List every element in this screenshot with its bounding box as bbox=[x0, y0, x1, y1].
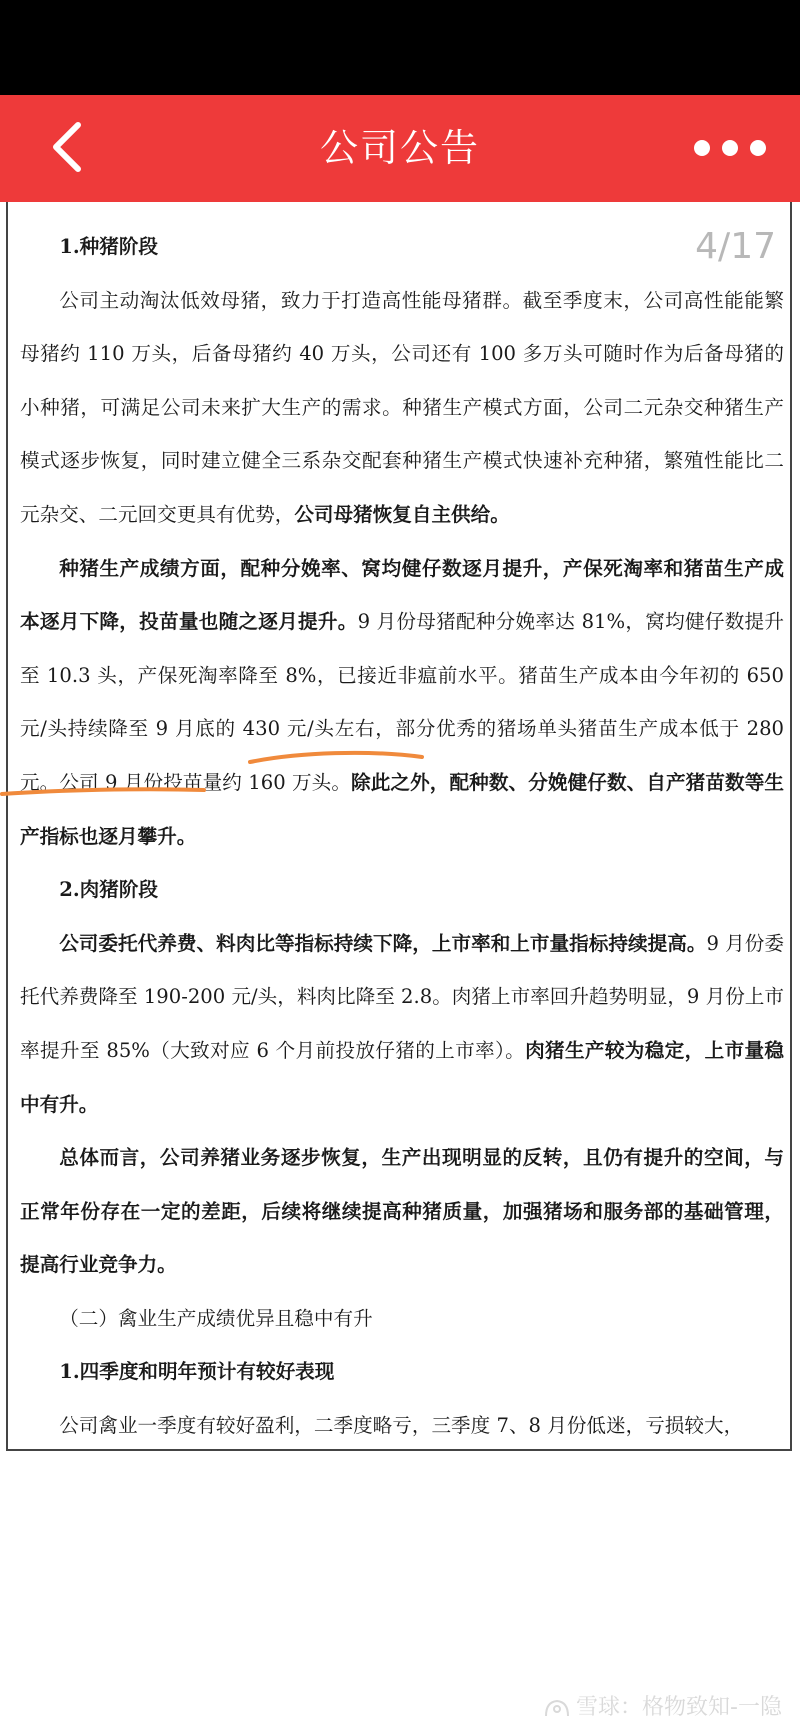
paragraph-text: 9 月份母猪配种分娩率达 81%，窝均健仔数提升至 10.3 头，产保死淘率降至 8%，已接近非瘟前水平。猪苗生产成本由今年初的 650 元/头持续降至 9 月底的 430 元/头左右，部分优秀的猪场单头猪苗生产成本低于 280 元。公司 9 月份投苗量约 160 万头。 bbox=[20, 610, 785, 794]
paragraph-bold-text: 种猪生产成绩方面，配种分娩率、窝均健仔数逐月提升，产保死淘率和猪苗生产成本逐月下降，投苗量也随之逐月提升。 bbox=[20, 556, 784, 634]
document-body bbox=[20, 220, 784, 1453]
watermark bbox=[542, 1690, 782, 1721]
paragraph-bold-text: 总体而言，公司养猪业务逐步恢复，生产出现明显的反转，且仍有提升的空间，与正常年份存在一定的差距，后续将继续提高种猪质量，加强猪场和服务部的基础管理，提高行业竞争力。 bbox=[20, 1146, 784, 1277]
paragraph-fattening bbox=[20, 917, 784, 1131]
page-counter: 4/17 bbox=[695, 226, 776, 267]
watermark-text: 雪球：格物致知-一隐 bbox=[576, 1695, 782, 1720]
paragraph-bold-text: 肉猪生产较为稳定，上市量稳中有升。 bbox=[20, 1038, 785, 1116]
paragraph-bold-text: 除此之外，配种数、分娩健仔数、自产猪苗数等生产指标也逐月攀升。 bbox=[20, 770, 785, 848]
section-heading-breeding: 1.种猪阶段 bbox=[59, 235, 159, 258]
page-title: 公司公告 bbox=[319, 126, 480, 170]
app-header bbox=[0, 95, 800, 202]
more-button[interactable] bbox=[690, 125, 770, 171]
section-heading-poultry: （二）禽业生产成绩优异且稳中有升 bbox=[59, 1306, 373, 1330]
paragraph-bold-text: 公司委托代养费、料肉比等指标持续下降，上市率和上市量指标持续提高。 bbox=[59, 931, 707, 955]
snowball-logo-icon bbox=[542, 1696, 572, 1720]
paragraph-text: 公司主动淘汰低效母猪，致力于打造高性能母猪群。截至季度末，公司高性能能繁母猪约 110 万头，后备母猪约 40 万头，公司还有 100 多万头可随时作为后备母猪的小种猪，可满足公司未来扩大生产的需求。种猪生产模式方面，公司二元杂交种猪生产模式逐步恢复，同时建立健全三系杂交配套种猪生产模式快速补充种猪，繁殖性能比二元杂交、二元回交更具有优势， bbox=[20, 288, 784, 526]
back-button[interactable] bbox=[40, 117, 100, 177]
paragraph-breeding bbox=[20, 274, 784, 542]
section-heading-q4: 1.四季度和明年预计有较好表现 bbox=[59, 1360, 335, 1384]
paragraph-summary bbox=[20, 1131, 784, 1292]
paragraph-text: 9 月份委托代养费降至 190-200 元/头，料肉比降至 2.8。肉猪上市率回升趋势明显，9 月份上市率提升至 85%（大致对应 6 个月前投放仔猪的上市率）。 bbox=[20, 931, 784, 1062]
paragraph-bold-text: 公司母猪恢复自主供给。 bbox=[294, 502, 510, 526]
document-page[interactable] bbox=[6, 202, 792, 1451]
more-dots-icon bbox=[690, 125, 770, 171]
paragraph-poultry: 公司禽业一季度有较好盈利，二季度略亏，三季度 7、8 月份低迷，亏损较大， bbox=[59, 1414, 744, 1438]
chevron-left-icon bbox=[40, 117, 100, 177]
status-bar bbox=[0, 0, 800, 95]
paragraph-breeding-results bbox=[20, 542, 784, 864]
section-heading-fattening: 2.肉猪阶段 bbox=[59, 878, 159, 902]
